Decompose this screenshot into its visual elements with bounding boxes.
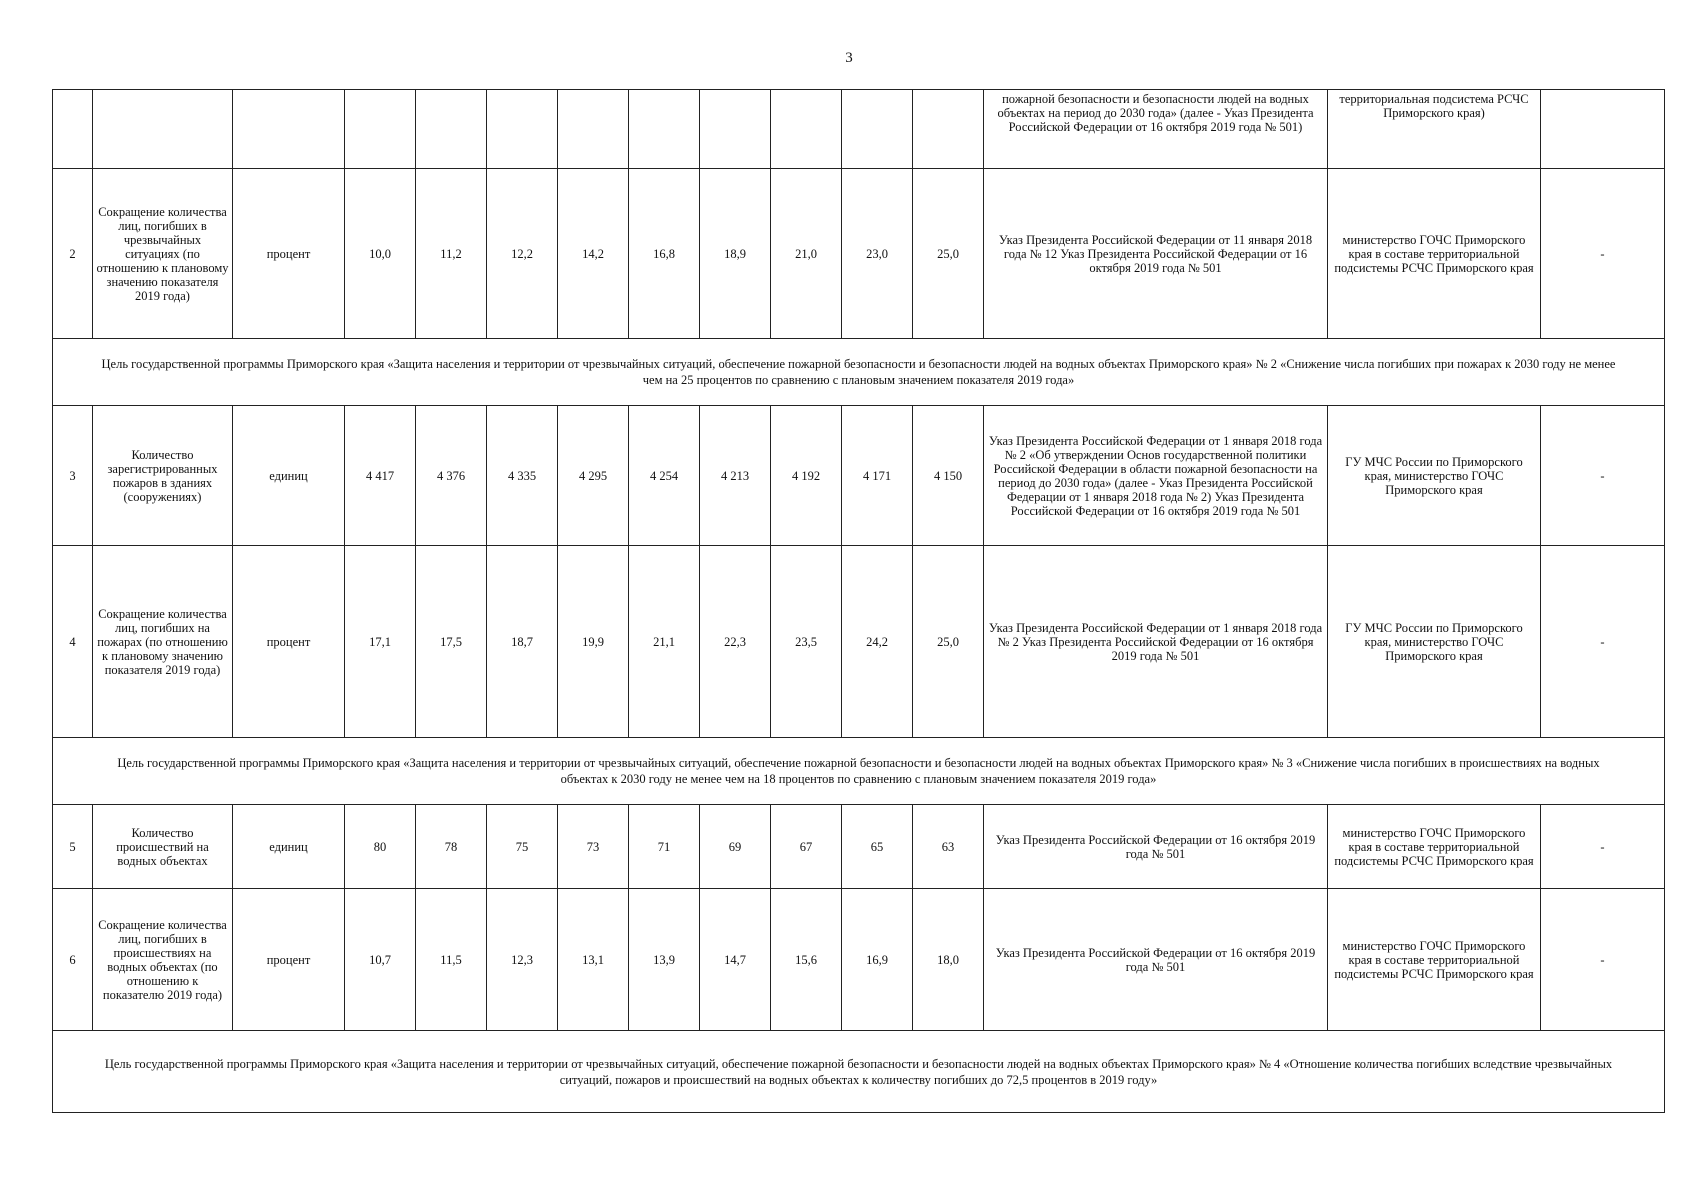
goal-row <box>53 339 1665 406</box>
row-number: 4 <box>53 546 93 738</box>
value-cell: 21,0 <box>771 169 842 339</box>
value-cell: 63 <box>913 805 984 889</box>
value-cell: 12,2 <box>487 169 558 339</box>
note-cell: - <box>1541 546 1665 738</box>
goal-2: Цель государственной программы Приморского края «Защита населения и территории от чрезвычайных ситуаций, обеспечение пожарной безопасности и безопасности людей на водных объектах Приморского края» № 2 «Снижение числа погибших при пожарах к 2030 году не менее чем на 25 процентов по сравнению с плановым значением показателя 2019 года» <box>53 339 1665 406</box>
value-cell: 23,0 <box>842 169 913 339</box>
row-number: 5 <box>53 805 93 889</box>
unit-cell: процент <box>233 546 345 738</box>
goal-row <box>53 1031 1665 1113</box>
table-row <box>53 169 1665 339</box>
value-cell: 15,6 <box>771 889 842 1031</box>
value-cell: 4 150 <box>913 406 984 546</box>
table-row <box>53 406 1665 546</box>
value-cell: 80 <box>345 805 416 889</box>
value-cell: 10,7 <box>345 889 416 1031</box>
value-cell: 14,2 <box>558 169 629 339</box>
table-row <box>53 889 1665 1031</box>
row-number: 3 <box>53 406 93 546</box>
goal-row <box>53 738 1665 805</box>
basis-cell: Указ Президента Российской Федерации от 11 января 2018 года № 12 Указ Президента Российской Федерации от 16 октября 2019 года № 501 <box>984 169 1328 339</box>
value-cell: 13,9 <box>629 889 700 1031</box>
value-cell: 75 <box>487 805 558 889</box>
value-cell: 4 335 <box>487 406 558 546</box>
indicator-name: Сокращение количества лиц, погибших на пожарах (по отношению к плановому значению показателя 2019 года) <box>93 546 233 738</box>
basis-cell: Указ Президента Российской Федерации от 16 октября 2019 года № 501 <box>984 889 1328 1031</box>
row-number: 6 <box>53 889 93 1031</box>
value-cell: 4 295 <box>558 406 629 546</box>
value-cell: 11,2 <box>416 169 487 339</box>
note-cell: - <box>1541 805 1665 889</box>
value-cell: 17,5 <box>416 546 487 738</box>
value-cell: 4 254 <box>629 406 700 546</box>
responsible-cell: министерство ГОЧС Приморского края в составе территориальной подсистемы РСЧС Приморского края <box>1328 169 1541 339</box>
note-cell: - <box>1541 889 1665 1031</box>
table-row <box>53 90 1665 169</box>
value-cell: 14,7 <box>700 889 771 1031</box>
page-number: 3 <box>845 50 853 66</box>
table-row <box>53 546 1665 738</box>
value-cell: 78 <box>416 805 487 889</box>
basis-cell: пожарной безопасности и безопасности людей на водных объектах на период до 2030 года» (далее - Указ Президента Российской Федерации от 16 октября 2019 года № 501) <box>984 90 1328 169</box>
unit-cell: процент <box>233 169 345 339</box>
note-cell: - <box>1541 406 1665 546</box>
indicator-name: Количество происшествий на водных объектах <box>93 805 233 889</box>
value-cell: 4 376 <box>416 406 487 546</box>
value-cell: 21,1 <box>629 546 700 738</box>
row-number: 2 <box>53 169 93 339</box>
responsible-cell: территориальная подсистема РСЧС Приморского края) <box>1328 90 1541 169</box>
indicators-table <box>52 89 1665 1113</box>
value-cell: 16,8 <box>629 169 700 339</box>
goal-4: Цель государственной программы Приморского края «Защита населения и территории от чрезвычайных ситуаций, обеспечение пожарной безопасности и безопасности людей на водных объектах Приморского края» № 4 «Отношение количества погибших вследствие чрезвычайных ситуаций, пожаров и происшествий на водных объектах к количеству погибших до 72,5 процентов в 2019 году» <box>53 1031 1665 1113</box>
value-cell: 25,0 <box>913 546 984 738</box>
responsible-cell: ГУ МЧС России по Приморского края, министерство ГОЧС Приморского края <box>1328 406 1541 546</box>
value-cell: 4 171 <box>842 406 913 546</box>
value-cell: 18,7 <box>487 546 558 738</box>
value-cell: 18,0 <box>913 889 984 1031</box>
indicator-name: Сокращение количества лиц, погибших в происшествиях на водных объектах (по отношению к показателю 2019 года) <box>93 889 233 1031</box>
basis-cell: Указ Президента Российской Федерации от 1 января 2018 года № 2 Указ Президента Российской Федерации от 16 октября 2019 года № 501 <box>984 546 1328 738</box>
value-cell: 67 <box>771 805 842 889</box>
value-cell: 12,3 <box>487 889 558 1031</box>
basis-cell: Указ Президента Российской Федерации от 16 октября 2019 года № 501 <box>984 805 1328 889</box>
goal-3: Цель государственной программы Приморского края «Защита населения и территории от чрезвычайных ситуаций, обеспечение пожарной безопасности и безопасности людей на водных объектах Приморского края» № 3 «Снижение числа погибших в происшествиях на водных объектах к 2030 году не менее чем на 18 процентов по сравнению с плановым значением показателя 2019 года» <box>53 738 1665 805</box>
value-cell: 65 <box>842 805 913 889</box>
value-cell: 24,2 <box>842 546 913 738</box>
value-cell: 17,1 <box>345 546 416 738</box>
note-cell: - <box>1541 169 1665 339</box>
value-cell: 18,9 <box>700 169 771 339</box>
unit-cell: единиц <box>233 805 345 889</box>
value-cell: 4 417 <box>345 406 416 546</box>
value-cell: 22,3 <box>700 546 771 738</box>
value-cell: 4 192 <box>771 406 842 546</box>
unit-cell: процент <box>233 889 345 1031</box>
value-cell: 4 213 <box>700 406 771 546</box>
value-cell: 19,9 <box>558 546 629 738</box>
basis-cell: Указ Президента Российской Федерации от 1 января 2018 года № 2 «Об утверждении Основ государственной политики Российской Федерации в области пожарной безопасности на период до 2030 года» (далее - Указ Президента Российской Федерации от 1 января 2018 года № 2) Указ Президента Российской Федерации от 16 октября 2019 года № 501 <box>984 406 1328 546</box>
responsible-cell: министерство ГОЧС Приморского края в составе территориальной подсистемы РСЧС Приморского края <box>1328 805 1541 889</box>
responsible-cell: министерство ГОЧС Приморского края в составе территориальной подсистемы РСЧС Приморского края <box>1328 889 1541 1031</box>
value-cell: 71 <box>629 805 700 889</box>
value-cell: 73 <box>558 805 629 889</box>
value-cell: 10,0 <box>345 169 416 339</box>
unit-cell: единиц <box>233 406 345 546</box>
value-cell: 23,5 <box>771 546 842 738</box>
value-cell: 11,5 <box>416 889 487 1031</box>
indicator-name: Сокращение количества лиц, погибших в чрезвычайных ситуациях (по отношению к плановому значению показателя 2019 года) <box>93 169 233 339</box>
value-cell: 16,9 <box>842 889 913 1031</box>
value-cell: 25,0 <box>913 169 984 339</box>
table-row <box>53 805 1665 889</box>
responsible-cell: ГУ МЧС России по Приморского края, министерство ГОЧС Приморского края <box>1328 546 1541 738</box>
indicator-name: Количество зарегистрированных пожаров в зданиях (сооружениях) <box>93 406 233 546</box>
value-cell: 69 <box>700 805 771 889</box>
value-cell: 13,1 <box>558 889 629 1031</box>
